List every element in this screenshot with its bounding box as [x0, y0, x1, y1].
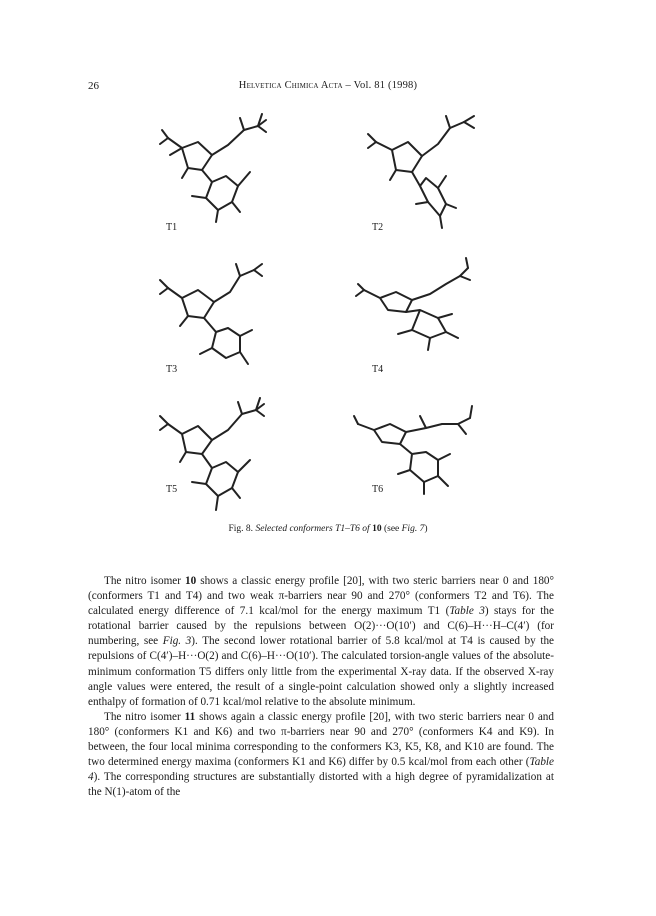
- compound-number: 11: [184, 710, 196, 723]
- conformer-t2-structure: [350, 100, 510, 232]
- cross-reference: Table 3: [449, 605, 485, 618]
- body-text: [88, 574, 554, 800]
- conformer-t1-structure: [140, 100, 300, 232]
- page-number: 26: [88, 80, 99, 92]
- caption-compound: 10: [372, 524, 382, 534]
- text-run: The nitro isomer: [104, 710, 185, 723]
- conformer-t5-structure: [140, 390, 300, 522]
- conformer-label: T2: [372, 222, 384, 233]
- conformer-label: T1: [166, 222, 178, 233]
- caption-close: ): [424, 524, 428, 534]
- volume-year: – Vol. 81 (1998): [345, 80, 418, 91]
- text-run: ). The corresponding structures are substantially distorted with a high degree of pyramidalization at the N(1)-atom of the: [88, 771, 554, 799]
- journal-name: Helvetica Chimica Acta: [238, 80, 343, 91]
- text-run: The nitro isomer: [104, 575, 186, 587]
- conformer-label: T4: [372, 364, 384, 375]
- conformer-t3-structure: [140, 248, 300, 380]
- conformer-t6-structure: [350, 390, 510, 522]
- compound-number: 10: [185, 575, 197, 587]
- caption-suffix: (see: [383, 524, 400, 534]
- paragraph: [88, 710, 554, 801]
- cross-reference: Table 4: [88, 756, 554, 784]
- figure-caption: [0, 524, 656, 534]
- text-run: shows again a classic energy profile [20], with two steric barriers near 0 and 180° (conformers K1 and K6) and two π-barriers near 90 and 270° (conformers K4 and K9). In between, the four local minima corresponding to the conformers K3, K5, K8, and K10 are found. The two determined energy maxima (conformers K1 and K6) differ by 0.5 kcal/mol from each other (: [88, 710, 554, 769]
- paragraph: [88, 574, 554, 710]
- text-run: shows a classic energy profile [20], with two steric barriers near 0 and 180° (conformers T1 and T4) and two weak π-barriers near 90 and 270° (conformers T2 and T6). The calculated energy difference of 7.1 kcal/mol for the energy maximum T1 (: [88, 575, 554, 618]
- caption-italic: Selected conformers T1–T6 of: [255, 524, 370, 534]
- running-head: [0, 80, 656, 91]
- conformer-t4-structure: [350, 248, 510, 380]
- conformer-label: T6: [372, 484, 384, 495]
- text-run: ). The second lower rotational barrier of 5.8 kcal/mol at T4 is caused by the repulsions of C(4′)–H···O(2) and C(6)–H···O(10′). The calculated torsion-angle values of the absolute-minimum conformation T5 differs only little from the experimental X-ray data. If the observed X-ray angle values were entered, the result of a single-point calculation showed only a slightly increased enthalpy of formation of 0.71 kcal/mol relative to the absolute minimum.: [88, 635, 555, 708]
- conformer-label: T3: [166, 364, 178, 375]
- text-run: ) stays for the rotational barrier caused by the repulsions between O(2)···O(10′) and C(6)–H···H–C(4′) (for numbering, see: [88, 605, 554, 648]
- cross-reference: Fig. 3: [162, 635, 192, 648]
- figure-8: [130, 100, 530, 520]
- conformer-label: T5: [166, 484, 178, 495]
- caption-figure-ref: Fig. 7: [401, 524, 425, 534]
- caption-prefix: Fig. 8.: [228, 524, 254, 534]
